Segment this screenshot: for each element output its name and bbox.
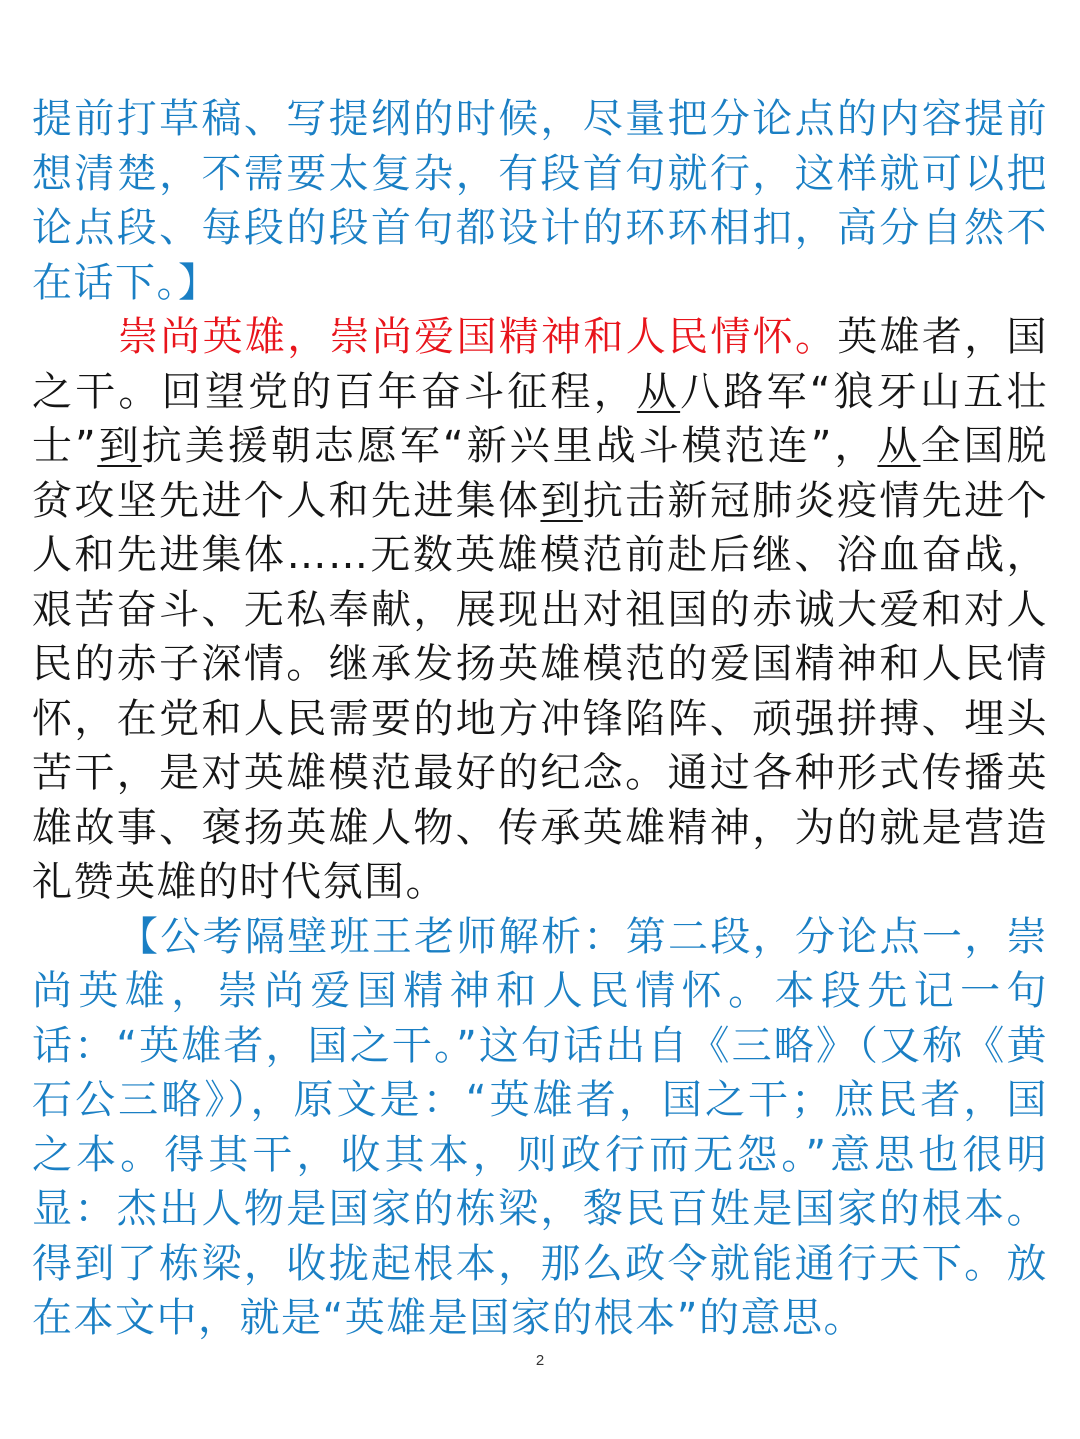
body-text-segment: 抗击新冠肺炎疫情先进个人和先进集体……无数英雄模范前赴后继、浴血奋战，艰苦奋斗、无私奉献，展现出对祖国的赤诚大爱和对人民的赤子深情。继承发扬英雄模范的爱国精神和人民情怀，在党和人民需要的地方冲锋陷阵、顽强拼搏、埋头苦干，是对英雄模范最好的纪念。通过各种形式传播英雄故事、褒扬英雄人物、传承英雄精神，为的就是营造礼赞英雄的时代氛围。 [32,477,1049,905]
page-number: 2 [535,1352,545,1369]
underlined-word: 到 [97,423,142,469]
analysis-text: 【公考隔壁班王老师解析：第二段，分论点一，崇尚英雄，崇尚爱国精神和人民情怀。本段先记一句话：“英雄者，国之干。”这句话出自《三略》（又称《黄石公三略》），原文是：“英雄者，国之干；庶民者，国之本。得其干，收其本，则政行而无怨。”意思也很明显：杰出人物是国家的栋梁，黎民百姓是国家的根本。得到了栋梁，收拢起根本，那么政令就能通行天下。放在本文中，就是“英雄是国家的根本”的意思。 [32,913,1048,1341]
underlined-word: 从 [636,368,681,415]
document-body [32,92,1048,1346]
underlined-word: 从 [877,423,921,469]
body-text-segment: 全国脱贫攻坚先进个人和先进集体 [32,423,1049,524]
body-text-segment: 英雄者，国之干。回望党的百年奋斗征程， [32,314,1049,415]
sub-argument-heading: 崇尚英雄，崇尚爱国精神和人民情怀。 [118,314,838,360]
analysis-paragraph [32,910,1048,1346]
analysis-paragraph-continued [32,92,1048,310]
analysis-text: 提前打草稿、写提纲的时候，尽量把分论点的内容提前想清楚，不需要太复杂，有段首句就行，这样就可以把论点段、每段的段首句都设计的环环相扣，高分自然不在话下。】 [32,96,1048,306]
underlined-word: 到 [540,477,583,524]
body-text-segment: 八路军“狼牙山五壮士” [32,368,1049,469]
argument-paragraph [32,310,1048,910]
body-text-segment: 抗美援朝志愿军“新兴里战斗模范连”， [141,423,878,469]
